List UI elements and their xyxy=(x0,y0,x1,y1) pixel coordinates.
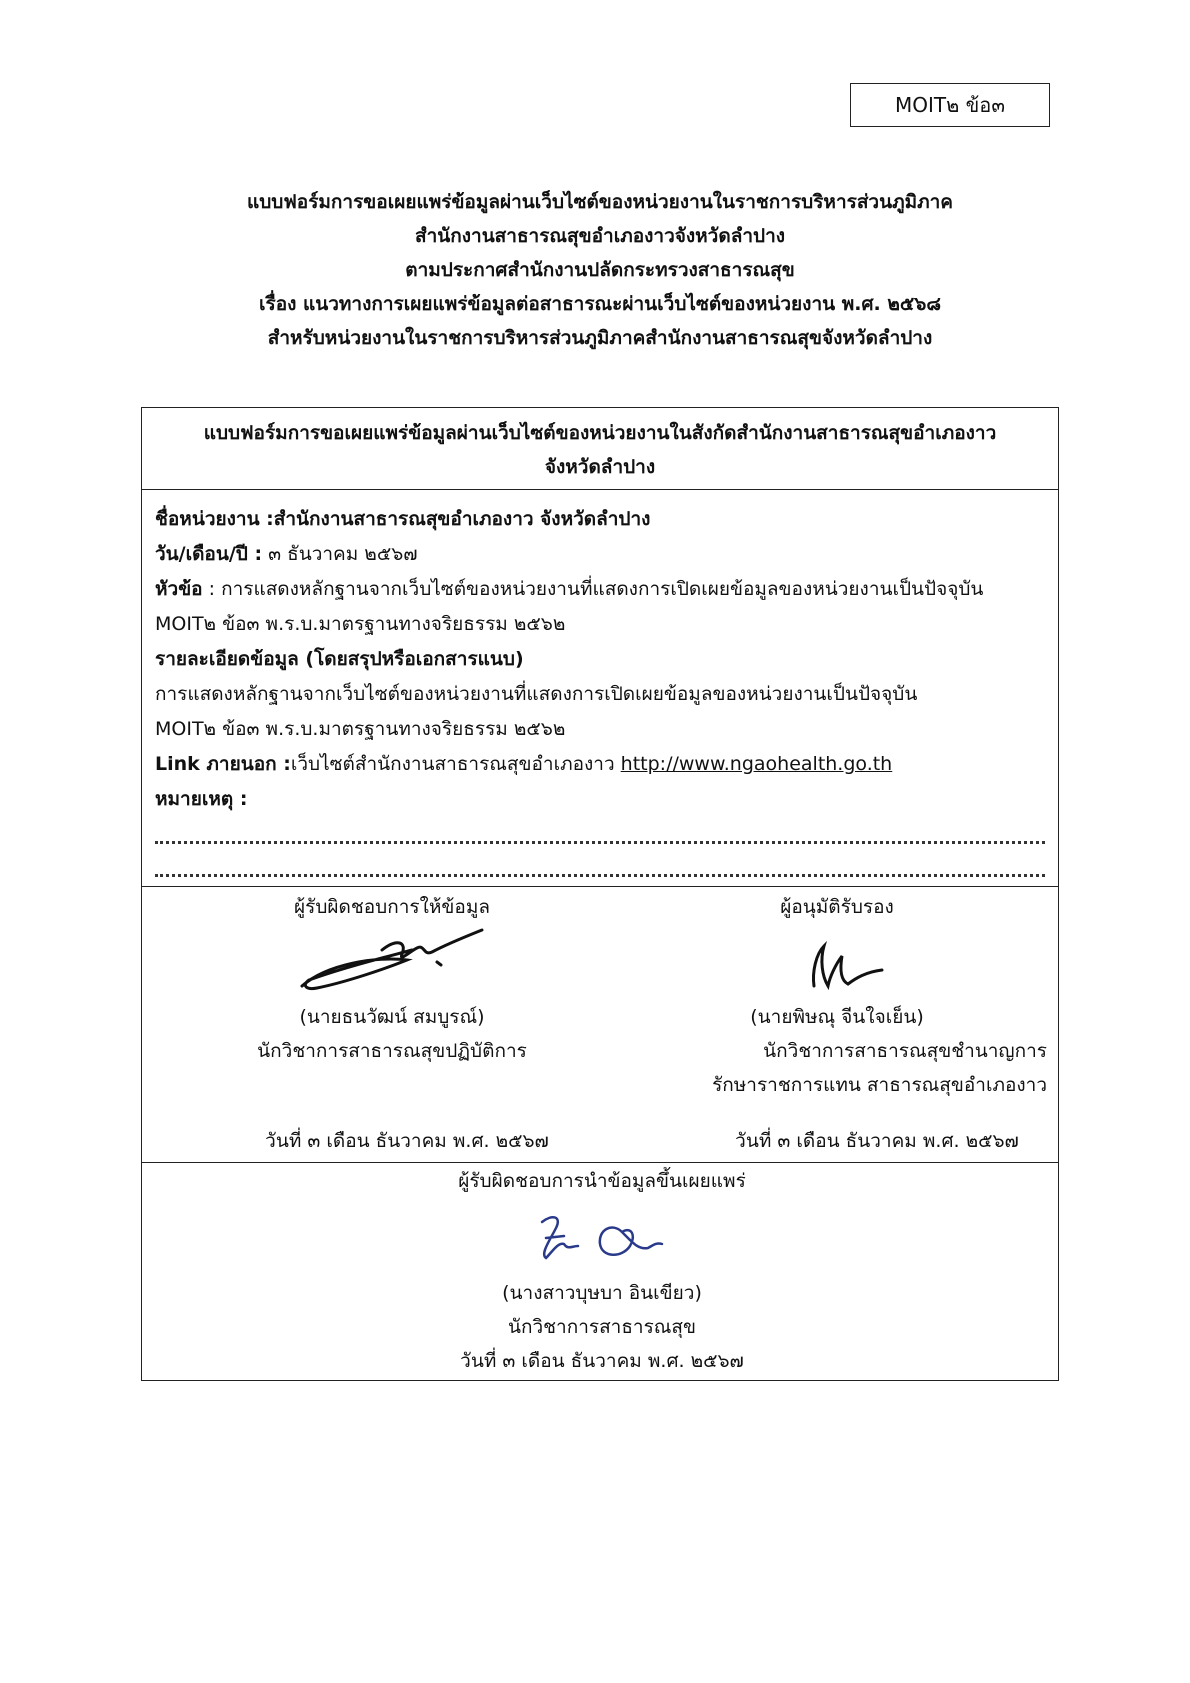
date-label: วัน/เดือน/ปี : xyxy=(155,543,263,565)
date-row xyxy=(155,537,1050,572)
responsible-position: นักวิชาการสาธารณสุขปฏิบัติการ xyxy=(257,1040,527,1062)
link-label: Link ภายนอก : xyxy=(155,753,291,775)
form-table xyxy=(141,407,1059,1381)
approver-position: นักวิชาการสาธารณสุขชำนาญการ xyxy=(763,1040,1047,1062)
agency-label: ชื่อหน่วยงาน : xyxy=(155,508,274,530)
link-text: เว็บไซต์สำนักงานสาธารณสุขอำเภองาว xyxy=(290,753,621,775)
responsible-name: (นายธนวัฒน์ สมบูรณ์) xyxy=(299,1006,485,1028)
topic-row xyxy=(155,572,1050,607)
header-line: ตามประกาศสำนักงานปลัดกระทรวงสาธารณสุข xyxy=(405,259,795,281)
signature-image xyxy=(732,924,942,1000)
remark-label: หมายเหตุ : xyxy=(155,788,248,810)
header-line: แบบฟอร์มการขอเผยแพร่ข้อมูลผ่านเว็บไซต์ของหน่วยงานในราชการบริหารส่วนภูมิภาค xyxy=(246,191,954,213)
approver-date: วันที่ ๓ เดือน ธันวาคม พ.ศ. ๒๕๖๗ xyxy=(735,1130,1019,1152)
remark-dotted-line xyxy=(155,874,1045,877)
form-title xyxy=(142,416,1058,484)
website-link[interactable]: http://www.ngaohealth.go.th xyxy=(620,753,893,775)
header-line: สำหรับหน่วยงานในราชการบริหารส่วนภูมิภาคสำนักงานสาธารณสุขจังหวัดลำปาง xyxy=(267,327,933,349)
approver-heading: ผู้อนุมัติรับรอง xyxy=(780,896,894,918)
signature-image xyxy=(472,1198,732,1276)
agency-row xyxy=(155,502,1050,537)
publisher-heading: ผู้รับผิดชอบการนำข้อมูลขึ้นเผยแพร่ xyxy=(458,1170,746,1192)
approver-position-2: รักษาราชการแทน สาธารณสุขอำเภองาว xyxy=(712,1074,1047,1096)
document-header xyxy=(130,185,1070,355)
publisher-position: นักวิชาการสาธารณสุข xyxy=(507,1316,697,1338)
divider xyxy=(142,886,1058,887)
form-title-line: แบบฟอร์มการขอเผยแพร่ข้อมูลผ่านเว็บไซต์ของหน่วยงานในสังกัดสำนักงานสาธารณสุขอำเภองาว xyxy=(203,422,997,444)
publisher-name: (นางสาวบุษบา อินเขียว) xyxy=(502,1282,702,1304)
responsible-date-block xyxy=(217,1124,597,1158)
date-value: ๓ ธันวาคม ๒๕๖๗ xyxy=(262,543,418,565)
topic-value: : การแสดงหลักฐานจากเว็บไซต์ของหน่วยงานที่แสดงการเปิดเผยข้อมูลของหน่วยงานเป็นปัจจุบัน xyxy=(202,578,984,600)
publisher-date: วันที่ ๓ เดือน ธันวาคม พ.ศ. ๒๕๖๗ xyxy=(460,1350,744,1372)
topic-label: หัวข้อ xyxy=(155,578,203,600)
signature-image xyxy=(287,924,497,1000)
detail-label: รายละเอียดข้อมูล (โดยสรุปหรือเอกสารแนบ) xyxy=(155,648,524,670)
agency-value: สำนักงานสาธารณสุขอำเภองาว จังหวัดลำปาง xyxy=(273,508,651,530)
header-line: สำนักงานสาธารณสุขอำเภองาวจังหวัดลำปาง xyxy=(414,225,786,247)
detail-line: MOIT๒ ข้อ๓ พ.ร.บ.มาตรฐานทางจริยธรรม ๒๕๖๒ xyxy=(155,718,566,740)
publisher-signature-block xyxy=(362,1164,842,1378)
detail-line: การแสดงหลักฐานจากเว็บไซต์ของหน่วยงานที่แสดงการเปิดเผยข้อมูลของหน่วยงานเป็นปัจจุบัน xyxy=(155,683,918,705)
responsible-heading: ผู้รับผิดชอบการให้ข้อมูล xyxy=(294,896,490,918)
link-row xyxy=(155,747,1050,782)
form-title-line: จังหวัดลำปาง xyxy=(544,456,656,478)
approver-signature-block xyxy=(627,890,1047,1102)
divider xyxy=(142,1162,1058,1163)
document-code-box: MOIT๒ ข้อ๓ xyxy=(850,83,1050,127)
responsible-date: วันที่ ๓ เดือน ธันวาคม พ.ศ. ๒๕๖๗ xyxy=(265,1130,549,1152)
approver-name: (นายพิษณุ จีนใจเย็น) xyxy=(750,1006,924,1028)
form-details xyxy=(155,502,1050,817)
header-line: เรื่อง แนวทางการเผยแพร่ข้อมูลต่อสาธารณะผ่านเว็บไซต์ของหน่วยงาน พ.ศ. ๒๕๖๘ xyxy=(259,293,941,315)
topic-row-2: MOIT๒ ข้อ๓ พ.ร.บ.มาตรฐานทางจริยธรรม ๒๕๖๒ xyxy=(155,613,566,635)
divider xyxy=(142,489,1058,490)
approver-date-block xyxy=(687,1124,1067,1158)
remark-dotted-line xyxy=(155,841,1045,844)
responsible-signature-block xyxy=(202,890,582,1068)
